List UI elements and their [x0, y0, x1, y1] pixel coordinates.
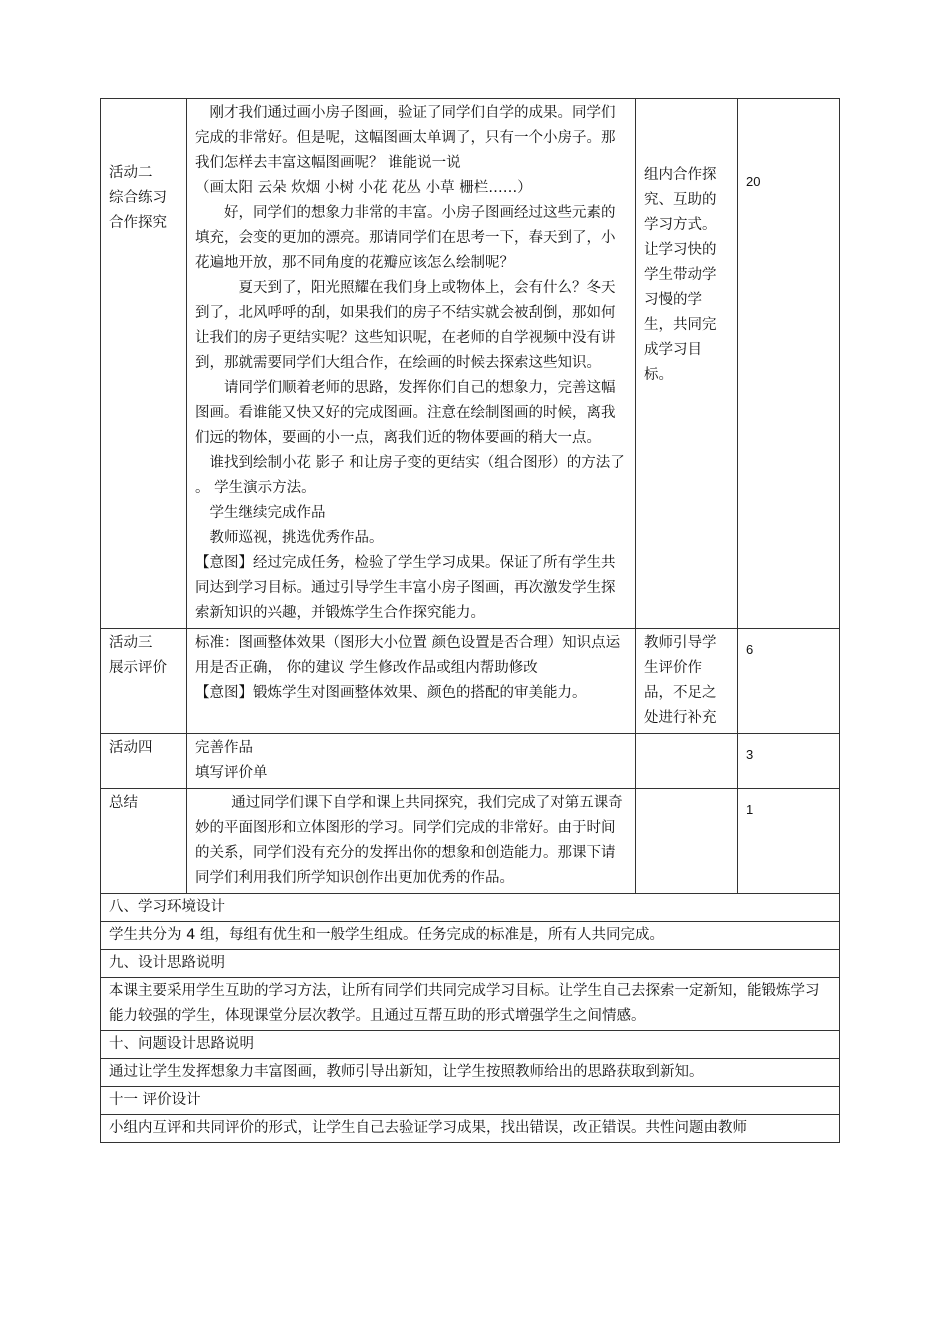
section-heading: 八、学习环境设计: [101, 894, 840, 922]
section-body-row: [101, 922, 840, 950]
time-value: 1: [746, 802, 754, 817]
document-page: [100, 98, 839, 1143]
table-row-activity-2: [101, 99, 840, 629]
content-paragraph: 完善作品: [195, 740, 253, 756]
content-paragraph: 通过同学们课下自学和课上共同探究，我们完成了对第五课奇妙的平面图形和立体图形的学习。同学们完成的非常好。由于时间的关系，同学们没有充分的发挥出你的想象和创造能力。那课下请同学们利用我们所学知识创作出更加优秀的作品。: [195, 795, 623, 886]
activity-name-cell: [101, 629, 187, 734]
section-heading: 九、设计思路说明: [101, 950, 840, 978]
time-value: 6: [746, 642, 754, 657]
activity-name-cell: [101, 99, 187, 629]
intent-paragraph: 【意图】锻炼学生对图画整体效果、颜色的搭配的审美能力。: [195, 685, 587, 701]
section-heading-row: [101, 1031, 840, 1059]
section-heading-row: [101, 894, 840, 922]
method-text: 组内合作探究、互助的学习方式。让学习快的学生带动学习慢的学生，共同完成学习目标。: [644, 167, 717, 383]
activity-name: 活动三 展示评价: [109, 635, 167, 676]
content-paragraph: 填写评价单: [195, 765, 268, 781]
content-paragraph: 谁找到绘制小花 影子 和让房子变的更结实（组合图形）的方法了: [209, 455, 625, 471]
activity-content-cell: [187, 734, 636, 789]
content-paragraph: 标准：图画整体效果（图形大小位置 颜色设置是否合理）知识点运用是否正确， 你的建议 学生修改作品或组内帮助修改: [195, 635, 621, 676]
time-value: 3: [746, 747, 754, 762]
activity-content-cell: [187, 99, 636, 629]
table-row-summary: [101, 789, 840, 894]
activity-name: 活动四: [109, 740, 153, 756]
section-heading: 十、问题设计思路说明: [101, 1031, 840, 1059]
intent-paragraph: 【意图】经过完成任务，检验了学生学习成果。保证了所有学生共同达到学习目标。通过引导学生丰富小房子图画，再次激发学生探索新知识的兴趣，并锻炼学生合作探究能力。: [195, 555, 616, 621]
section-body: 本课主要采用学生互助的学习方法，让所有同学们共同完成学习目标。让学生自己去探索一定新知，能锻炼学习能力较强的学生，体现课堂分层次教学。且通过互帮互助的形式增强学生之间情感。: [101, 978, 840, 1031]
section-heading: 十一 评价设计: [101, 1087, 840, 1115]
method-cell: [636, 629, 738, 734]
content-paragraph: 教师巡视，挑选优秀作品。: [209, 530, 384, 546]
time-value: 20: [746, 174, 761, 189]
activity-content-cell: [187, 789, 636, 894]
content-paragraph: 好，同学们的想象力非常的丰富。小房子图画经过这些元素的填充，会变的更加的漂亮。那请同学们在思考一下，春天到了，小花遍地开放，那不同角度的花瓣应该怎么绘制呢？: [195, 205, 616, 271]
section-body-row: [101, 1059, 840, 1087]
activity-name-cell: [101, 734, 187, 789]
content-paragraph: 请同学们顺着老师的思路，发挥你们自己的想象力，完善这幅图画。看谁能又快又好的完成图画。注意在绘制图画的时候，离我们远的物体，要画的小一点，离我们近的物体要画的稍大一点。: [195, 380, 616, 446]
method-cell: [636, 789, 738, 894]
time-cell: [738, 99, 840, 629]
section-body: 通过让学生发挥想象力丰富图画，教师引导出新知，让学生按照教师给出的思路获取到新知。: [101, 1059, 840, 1087]
activity-name: 活动二 综合练习 合作探究: [109, 165, 167, 231]
section-body-row: [101, 1115, 840, 1143]
method-text: 教师引导学生评价作品，不足之处进行补充: [644, 635, 717, 726]
content-paragraph: 夏天到了，阳光照耀在我们身上或物体上，会有什么？冬天到了，北风呼呼的刮，如果我们的房子不结实就会被刮倒，那如何让我们的房子更结实呢？这些知识呢，在老师的自学视频中没有讲到，那就需要同学们大组合作，在绘画的时候去探索这些知识。: [195, 280, 616, 371]
time-cell: [738, 789, 840, 894]
content-paragraph: 学生继续完成作品: [209, 505, 326, 521]
content-paragraph: 刚才我们通过画小房子图画，验证了同学们自学的成果。同学们完成的非常好。但是呢，这幅图画太单调了，只有一个小房子。那我们怎样去丰富这幅图画呢？ 谁能说一说: [195, 105, 616, 171]
time-cell: [738, 629, 840, 734]
method-cell: [636, 99, 738, 629]
section-heading-row: [101, 950, 840, 978]
time-cell: [738, 734, 840, 789]
content-paragraph: 。 学生演示方法。: [195, 480, 316, 496]
content-paragraph: （画太阳 云朵 炊烟 小树 小花 花丛 小草 栅栏……）: [195, 180, 532, 196]
method-cell: [636, 734, 738, 789]
table-row-activity-4: [101, 734, 840, 789]
section-body: 学生共分为 4 组，每组有优生和一般学生组成。任务完成的标准是，所有人共同完成。: [101, 922, 840, 950]
section-body-row: [101, 978, 840, 1031]
activity-name-cell: [101, 789, 187, 894]
table-row-activity-3: [101, 629, 840, 734]
activity-name: 总结: [109, 795, 138, 811]
section-body: 小组内互评和共同评价的形式，让学生自己去验证学习成果，找出错误，改正错误。共性问题由教师: [101, 1115, 840, 1143]
lesson-plan-table: [100, 98, 840, 1143]
activity-content-cell: [187, 629, 636, 734]
section-heading-row: [101, 1087, 840, 1115]
